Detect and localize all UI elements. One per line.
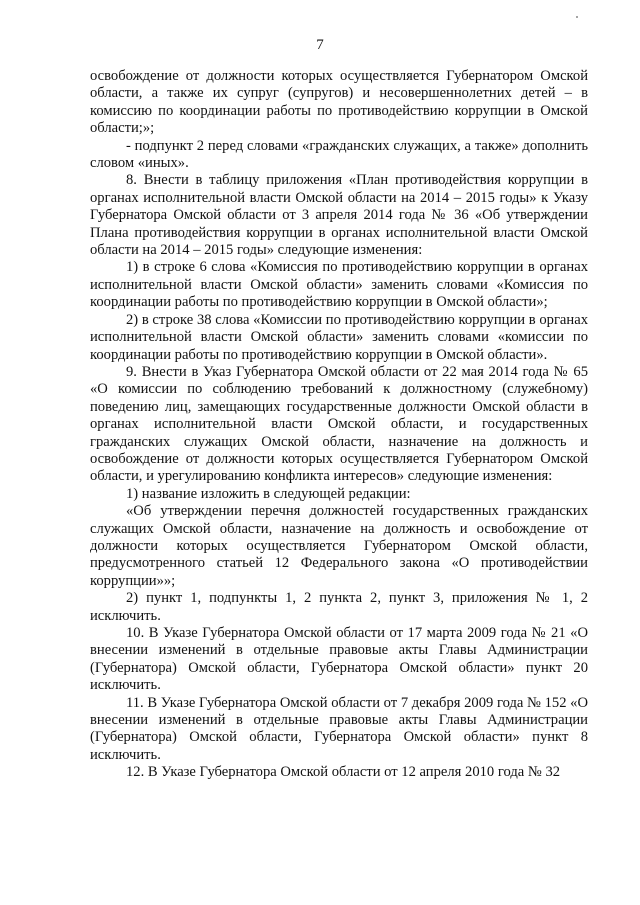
paragraph-6: 9. Внести в Указ Губернатора Омской области от 22 мая 2014 года № 65 «О комиссии по соблюдению требований к должностному (служебному) поведению лиц, замещающих государственные должности Омской области в органах исполнительной власти Омской области, и государственных гражданских служащих Омской области, назначение на должность и освобождение от должности которых осуществляется Губернатором Омской области, и урегулированию конфликта интересов» следующие изменения:	[90, 363, 588, 485]
paragraph-7: 1) название изложить в следующей редакции:	[126, 485, 411, 502]
paragraph-3: 8. Внести в таблицу приложения «План противодействия коррупции в органах исполнительной власти Омской области на 2014 – 2015 годы» к Указу Губернатора Омской области от 3 апреля 2014 года № 36 «Об утверждении Плана противодействия коррупции в органах исполнительной власти Омской области на 2014 – 2015 годы» следующие изменения:	[90, 172, 588, 259]
paragraph-11: 11. В Указе Губернатора Омской области от 7 декабря 2009 года № 152 «О внесении изменений в отдельные правовые акты Главы Администрации (Губернатора) Омской области, Губернатора Омской области» пункт 8 исключить.	[90, 694, 588, 763]
scan-artifact	[576, 16, 578, 18]
paragraph-8: «Об утверждении перечня должностей государственных гражданских служащих Омской области, назначение на должность и освобождение от должности которых осуществляется Губернатором Омской области, предусмотренного статьей 12 Федерального закона «О противодействии коррупции»»;	[90, 503, 588, 589]
page-number: 7	[316, 37, 324, 53]
paragraph-5: 2) в строке 38 слова «Комиссии по противодействию коррупции в органах исполнительной власти Омской области» заменить словами «комиссии по координации работы по противодействию коррупции в Омской области».	[90, 311, 588, 363]
paragraph-2: - подпункт 2 перед словами «гражданских служащих, а также» дополнить словом «иных».	[90, 137, 588, 172]
paragraph-4: 1) в строке 6 слова «Комиссия по противодействию коррупции в органах исполнительной власти Омской области» заменить словами «Комиссия по координации работы по противодействию коррупции в Омской области»;	[90, 259, 588, 311]
paragraph-12: 12. В Указе Губернатора Омской области от 12 апреля 2010 года № 32	[126, 764, 561, 781]
document-body	[90, 68, 588, 782]
paragraph-9: 2) пункт 1, подпункты 1, 2 пункта 2, пункт 3, приложения № 1, 2 исключить.	[90, 590, 588, 624]
paragraph-10: 10. В Указе Губернатора Омской области от 17 марта 2009 года № 21 «О внесении изменений в отдельные правовые акты Главы Администрации (Губернатора) Омской области, Губернатора Омской области» пункт 20 исключить.	[90, 625, 588, 694]
paragraph-1: освобождение от должности которых осуществляется Губернатором Омской области, а также их супруг (супругов) и несовершеннолетних детей – в комиссию по координации работы по противодействию коррупции в Омской области;»;	[90, 68, 588, 137]
